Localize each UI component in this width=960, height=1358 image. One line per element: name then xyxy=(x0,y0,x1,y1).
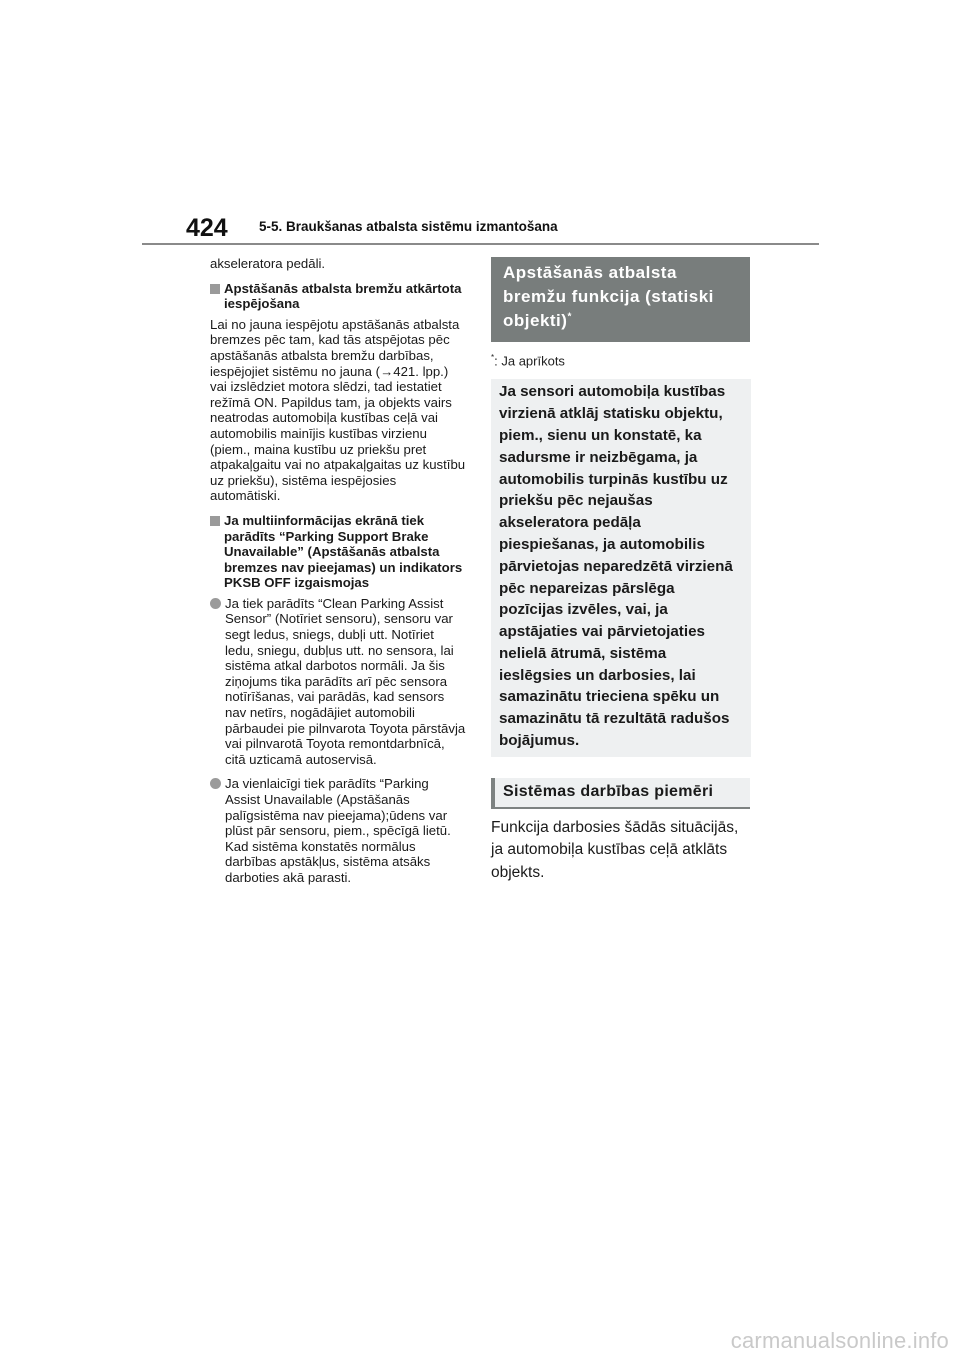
section-heading-unavailable xyxy=(210,513,466,591)
circle-bullet-icon xyxy=(210,778,221,789)
feature-header xyxy=(491,257,750,342)
section-heading-reenable xyxy=(210,281,466,312)
list-item xyxy=(210,776,466,885)
header-divider xyxy=(142,243,819,245)
watermark-link[interactable]: carmanualsonline.info xyxy=(730,1328,949,1353)
right-column xyxy=(491,257,751,884)
section-heading-text: Apstāšanās atbalsta bremžu atkārtota iespējošana xyxy=(224,280,462,312)
feature-header-title: Apstāšanās atbalsta bremžu funkcija (statiski objekti) xyxy=(503,263,714,330)
subsection-title: Sistēmas darbības piemēri xyxy=(503,782,714,800)
list-item xyxy=(210,596,466,768)
section-heading-text: Ja multiinformācijas ekrānā tiek parādīts “Parking Support Brake Unavailable” (Apstāšanās atbalsta bremzes nav pieejamas) un indikators PKSB OFF izgaismojas xyxy=(224,512,463,591)
list-item-text: Ja tiek parādīts “Clean Parking Assist Sensor” (Notīriet sensoru), sensoru var segt ledus, sniegs, dubļi utt. Notīriet ledu, sniegu, dubļus utt. no sensora, lai sistēma atkal darbotos normāli. Ja šis ziņojums tika parādīts arī pēc sensora notīrīšanas, vai parādās, kad sensors nav netīrs, nogādājiet automobili pārbaudei pie pilnvarota Toyota pārstāvja vai pilnvarotā Toyota remontdarbnīcā, citā uzticamā autoservisā. xyxy=(225,595,466,767)
info-box-text: Ja sensori automobiļa kustības virzienā atklāj statisku objektu, piem., sienu un konstatē, ka sadursme ir neizbēgama, ja automobilis turpinās kustību uz priekšu pēc nejaušas akseleratora pedāļa piespiešanas, ja automobilis pārvietojas neparedzētā virzienā pēc nepareizas pārslēga pozīcijas izvēles, vai, ja apstājaties vai pārvietojaties nelielā ātrumā, sistēma ieslēgsies un darbosies, lai samazinātu trieciena spēku un samazinātu tā rezultātā radušos bojājumus. xyxy=(499,383,733,750)
section-body-reenable: Lai no jauna iespējotu apstāšanās atbalsta bremzes pēc tam, kad tās atspējotas pēc apstāšanās atbalsta bremžu darbības, iespējojiet sistēmu no jauna (→421. lpp.) vai izslēdziet motora slēdzi, tad iestatiet režīmā ON. Papildus tam, ja objekts vairs neatrodas automobiļa kustības ceļā vai automobilis mainījis kustības virzienu (piem., maina kustību uz priekšu pret atpakaļgaitu vai no atpakaļgaitas uz kustību uz priekšu), sistēma iespējosies automātiski. xyxy=(210,316,466,504)
page-number: 424 xyxy=(186,214,228,242)
list-item-text: Ja vienlaicīgi tiek parādīts “Parking Assist Unavailable (Apstāšanās palīgsistēma nav pieejama);ūdens var plūst pār sensoru, piem., spēcīgā lietū. Kad sistēma konstatēs normālus darbības apstākļus, sistēma atsāks darboties akā parasti. xyxy=(225,776,451,885)
body-text: Funkcija darbosies šādās situācijās, ja automobiļa kustības ceļā atklāts objekts. xyxy=(491,818,739,881)
intro-text: akseleratora pedāli. xyxy=(210,256,326,271)
header-footnote-marker: * xyxy=(567,311,572,323)
footnote-marker: * xyxy=(491,353,495,362)
section-title: 5-5. Braukšanas atbalsta sistēmu izmantošana xyxy=(259,219,558,234)
subsection-header xyxy=(491,778,750,809)
footnote-text: : Ja aprīkots xyxy=(494,353,565,369)
square-bullet-icon xyxy=(210,284,220,294)
square-bullet-icon xyxy=(210,516,220,526)
footnote xyxy=(491,353,751,368)
circle-bullet-icon xyxy=(210,598,221,609)
left-column xyxy=(210,256,466,895)
info-box xyxy=(491,379,751,757)
